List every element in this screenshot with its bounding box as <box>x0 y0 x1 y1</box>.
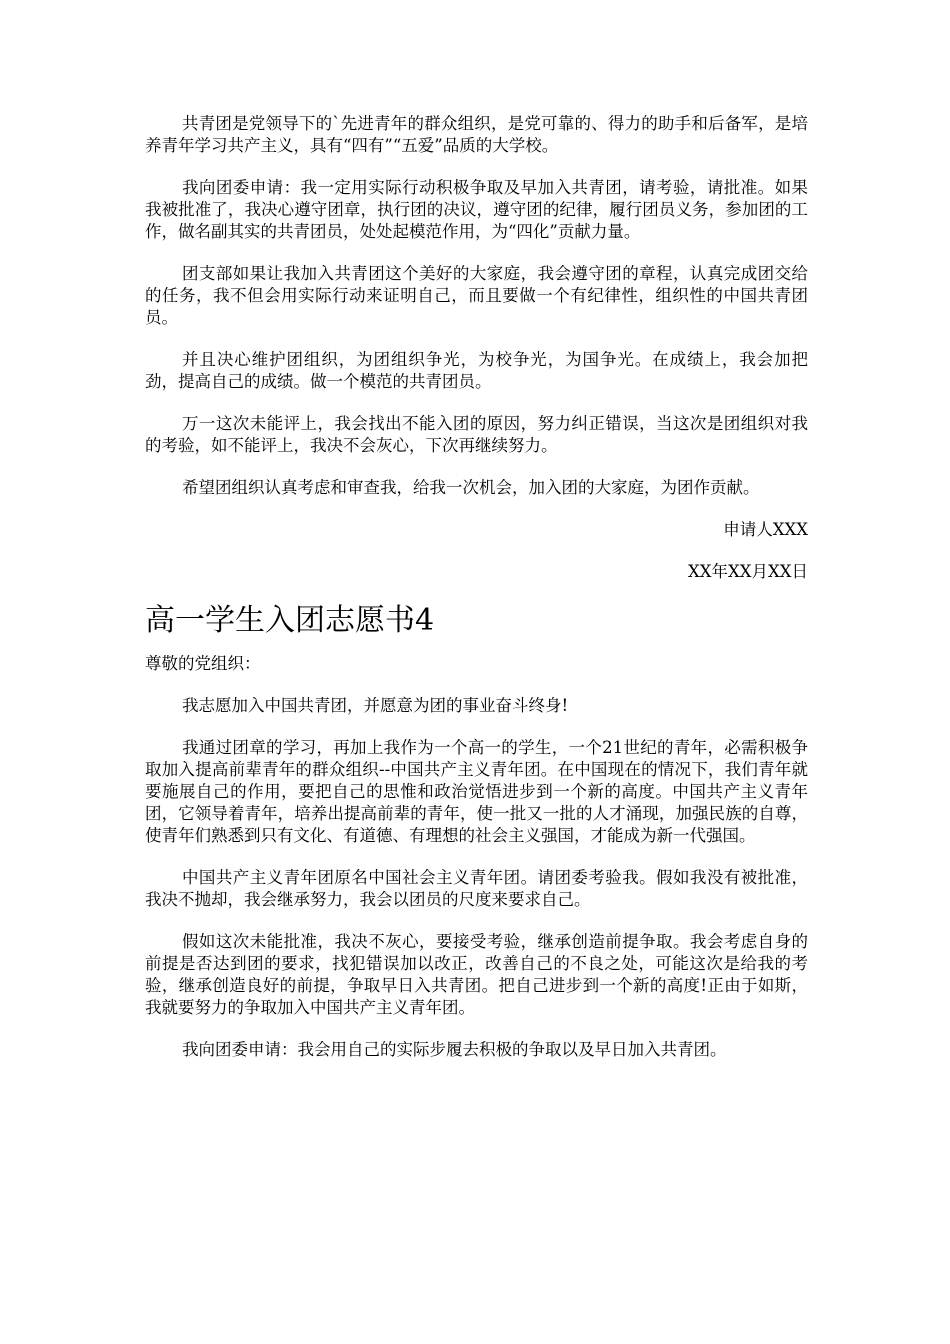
paragraph: 希望团组织认真考虑和审查我，给我一次机会，加入团的大家庭，为团作贡献。 <box>182 478 760 497</box>
paragraph: 我向团委申请：我一定用实际行动积极争取及早加入共青团，请考验，请批准。如果我被批准了，我决心遵守团章，执行团的决议，遵守团的纪律，履行团员义务，参加团的工作，做名副其实的共青团员，处处起模范作用，为“四化”贡献力量。 <box>145 178 808 241</box>
salutation: 尊敬的党组织： <box>145 654 261 673</box>
paragraph: 我向团委申请：我会用自己的实际步履去积极的争取以及早日加入共青团。 <box>182 1040 727 1059</box>
document-page <box>145 113 808 1081</box>
paragraph: 并且决心维护团组织，为团组织争光，为校争光，为国争光。在成绩上，我会加把劲，提高自己的成绩。做一个模范的共青团员。 <box>145 350 808 391</box>
application-date: XX年XX月XX日 <box>688 562 808 581</box>
paragraph: 中国共产主义青年团原名中国社会主义青年团。请团委考验我。假如我没有被批准，我决不抛却，我会继承努力，我会以团员的尺度来要求自己。 <box>145 868 808 909</box>
paragraph: 团支部如果让我加入共青团这个美好的大家庭，我会遵守团的章程，认真完成团交给的任务，我不但会用实际行动来证明自己，而且要做一个有纪律性，组织性的中国共青团员。 <box>145 264 808 327</box>
applicant-signature: 申请人XXX <box>723 520 808 539</box>
paragraph: 我通过团章的学习，再加上我作为一个高一的学生，一个21世纪的青年，必需积极争取加入提高前辈青年的群众组织--中国共产主义青年团。在中国现在的情况下，我们青年就要施展自己的作用，要把自己的思惟和政治觉悟进步到一个新的高度。中国共产主义青年团，它领导着青年，培养出提高前辈的青年，使一批又一批的人才涌现，加强民族的自尊，使青年们熟悉到只有文化、有道德、有理想的社会主义强国，才能成为新一代强国。 <box>145 738 808 845</box>
section-heading: 高一学生入团志愿书4 <box>145 603 435 638</box>
paragraph: 我志愿加入中国共青团，并愿意为团的事业奋斗终身! <box>182 696 569 715</box>
paragraph: 万一这次未能评上，我会找出不能入团的原因，努力纠正错误，当这次是团组织对我的考验，如不能评上，我决不会灰心，下次再继续努力。 <box>145 414 808 455</box>
paragraph: 共青团是党领导下的`先进青年的群众组织，是党可靠的、得力的助手和后备军，是培养青年学习共产主义，具有“四有”“五爱”品质的大学校。 <box>145 114 808 155</box>
paragraph: 假如这次未能批准，我决不灰心，要接受考验，继承创造前提争取。我会考虑自身的前提是否达到团的要求，找犯错误加以改正，改善自己的不良之处，可能这次是给我的考验，继承创造良好的前提，争取早日入共青团。把自己进步到一个新的高度!正由于如斯，我就要努力的争取加入中国共产主义青年团。 <box>145 932 808 1017</box>
